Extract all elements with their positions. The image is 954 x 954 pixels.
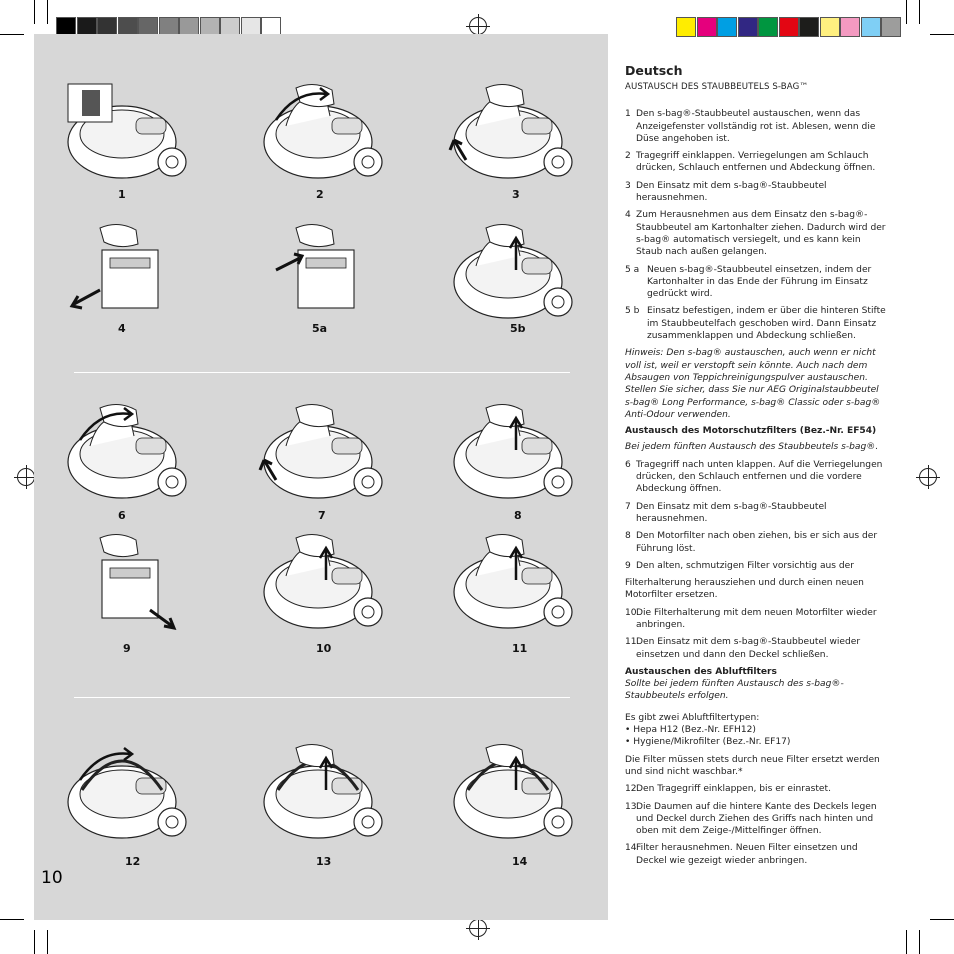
steps-bag (625, 108, 887, 342)
registration-mark (469, 919, 487, 937)
filter-types-intro: Es gibt zwei Abluftfiltertypen: (625, 712, 760, 723)
step-text: Die Filterhalterung mit dem neuen Motorfilter wieder anbringen. (636, 607, 877, 630)
figure-label: 14 (512, 855, 528, 868)
figure-label: 4 (118, 322, 126, 335)
vacuum-illustration (60, 530, 200, 640)
step-number: 12 (625, 784, 637, 795)
instructions-column (625, 63, 887, 872)
figure-label: 8 (514, 509, 522, 522)
step-item (625, 180, 887, 205)
step-number: 3 (625, 180, 631, 191)
step-text: Tragegriff nach unten klappen. Auf die Verriegelungen drücken, den Schlauch entfernen und die vordere Abdeckung öffnen. (636, 459, 883, 495)
vacuum-illustration (256, 530, 396, 640)
step-text: Den Einsatz mit dem s-bag®-Staubbeutel herausnehmen. (636, 180, 827, 204)
step-text: Einsatz befestigen, indem er über die hinteren Stifte im Staubbeutelfach geschoben wird. Dann Einsatz zusammenklappen und Abdeckung schließen. (647, 306, 886, 342)
vacuum-illustration (446, 400, 586, 510)
vacuum-illustration (256, 80, 396, 190)
figure-label: 1 (118, 188, 126, 201)
step-item (625, 530, 887, 555)
figure-label: 3 (512, 188, 520, 201)
vacuum-illustration (446, 80, 586, 190)
crop-mark (34, 930, 35, 954)
crop-mark (919, 0, 920, 24)
note-bag: Hinweis: Den s-bag® austauschen, auch wenn er nicht voll ist, weil er verstopft sein könnte. Auch nach dem Absaugen von Teppichreinigungspulver austauschen. Stellen Sie sicher, dass Sie nur AEG Originalstaubbeutel s-bag® Long Performance, s-bag® Classic oder s-bag® Anti-Odour verwenden. (625, 348, 881, 420)
panel-divider (74, 372, 570, 373)
figure-label: 9 (123, 642, 131, 655)
vacuum-illustration (446, 740, 586, 850)
step-item (625, 501, 887, 526)
step-text: Neuen s-bag®-Staubbeutel einsetzen, indem der Kartonhalter in das Ende der Führung im Einsatz gedrückt wird. (647, 264, 872, 300)
crop-mark (0, 919, 24, 920)
step-number: 6 (625, 459, 631, 470)
color-swatch (697, 17, 717, 37)
color-swatch (881, 17, 901, 37)
vacuum-illustration (446, 530, 586, 640)
registration-mark (469, 17, 487, 35)
step-item (625, 459, 887, 496)
crop-mark (930, 919, 954, 920)
step-number: 2 (625, 151, 631, 162)
registration-mark (919, 468, 937, 486)
step-number: 10 (625, 607, 637, 618)
step-item (625, 636, 887, 661)
color-calibration-bar (676, 17, 902, 37)
step-text: Den alten, schmutzigen Filter vorsichtig aus der (636, 560, 855, 571)
step-text: Filter herausnehmen. Neuen Filter einsetzen und Deckel wie gezeigt wieder anbringen. (636, 843, 858, 866)
step-item (625, 607, 887, 632)
step-text: Den Motorfilter nach oben ziehen, bis er sich aus der Führung löst. (636, 531, 878, 554)
figure-label: 13 (316, 855, 332, 868)
step-number: 13 (625, 801, 637, 812)
vacuum-illustration (60, 740, 200, 850)
vacuum-illustration (60, 80, 200, 190)
steps-motor-filter-2 (625, 607, 887, 661)
step-text: Den Einsatz mit dem s-bag®-Staubbeutel herausnehmen. (636, 501, 827, 524)
step-text: Tragegriff einklappen. Verriegelungen am Schlauch drücken, Schlauch entfernen und Abdeckung öffnen. (636, 151, 876, 174)
step-item (625, 264, 887, 301)
steps-exhaust-filter (625, 783, 887, 867)
crop-mark (34, 0, 35, 24)
vacuum-illustration (446, 220, 586, 330)
step-number: 5 b (625, 306, 640, 317)
page-number: 10 (41, 868, 63, 888)
exhaust-filter-note: Sollte bei jedem fünften Austausch des s-bag®-Staubbeutels erfolgen. (625, 679, 844, 702)
step-item (625, 150, 887, 175)
figure-label: 5b (510, 322, 526, 335)
filter-replace-note: Die Filter müssen stets durch neue Filter ersetzt werden und sind nicht waschbar.* (625, 754, 880, 777)
vacuum-illustration (60, 220, 200, 330)
step-item (625, 108, 887, 145)
step-number: 8 (625, 531, 631, 542)
vacuum-illustration (256, 400, 396, 510)
step-text: Zum Herausnehmen aus dem Einsatz den s-bag®- Staubbeutel am Kartonhalter ziehen. Dadurch wird der s-bag® automatisch versiegelt, und es kann kein Staub nach außen gelangen. (636, 210, 886, 258)
step-number: 1 (625, 109, 631, 120)
color-swatch (840, 17, 860, 37)
registration-mark (17, 468, 35, 486)
filter-type-hepa: • Hepa H12 (Bez.-Nr. EFH12) (625, 725, 756, 736)
step-item (625, 305, 887, 342)
step-9-continued: Filterhalterung herausziehen und durch einen neuen Motorfilter ersetzen. (625, 578, 864, 601)
color-swatch (820, 17, 840, 37)
step-text: Den Tragegriff einklappen, bis er einrastet. (636, 784, 831, 795)
exhaust-filter-heading: Austauschen des Abluftfilters (625, 666, 777, 677)
steps-motor-filter (625, 459, 887, 572)
crop-mark (919, 930, 920, 954)
step-number: 4 (625, 210, 631, 221)
crop-mark (906, 0, 907, 24)
figure-label: 10 (316, 642, 332, 655)
step-number: 7 (625, 501, 631, 512)
crop-mark (930, 34, 954, 35)
section-title: AUSTAUSCH DES STAUBBEUTELS S-BAG™ (625, 82, 809, 92)
step-item (625, 783, 887, 795)
figure-label: 7 (318, 509, 326, 522)
vacuum-illustration (256, 220, 396, 330)
panel-divider (74, 697, 570, 698)
step-number: 9 (625, 560, 631, 571)
crop-mark (47, 930, 48, 954)
step-item (625, 209, 887, 258)
color-swatch (861, 17, 881, 37)
crop-mark (47, 0, 48, 24)
step-item (625, 560, 887, 572)
step-item (625, 842, 887, 867)
figure-label: 5a (312, 322, 328, 335)
color-swatch (738, 17, 758, 37)
figure-label: 2 (316, 188, 324, 201)
color-swatch (676, 17, 696, 37)
color-swatch (758, 17, 778, 37)
vacuum-illustration (256, 740, 396, 850)
step-number: 14 (625, 843, 637, 854)
figure-label: 6 (118, 509, 126, 522)
figure-label: 12 (125, 855, 141, 868)
color-swatch (779, 17, 799, 37)
step-item (625, 801, 887, 838)
color-swatch (799, 17, 819, 37)
motor-filter-note: Bei jedem fünften Austausch des Staubbeutels s-bag®. (625, 442, 879, 453)
color-swatch (717, 17, 737, 37)
motor-filter-heading: Austausch des Motorschutzfilters (Bez.-Nr. EF54) (625, 426, 877, 437)
step-number: 11 (625, 637, 637, 648)
step-text: Den Einsatz mit dem s-bag®-Staubbeutel wieder einsetzen und dann den Deckel schließen. (636, 637, 861, 660)
step-text: Die Daumen auf die hintere Kante des Deckels legen und Deckel durch Ziehen des Griffs nach hinten und oben mit dem Zeige-/Mittelfinger öffnen. (636, 801, 877, 837)
language-heading: Deutsch (625, 63, 683, 78)
crop-mark (906, 930, 907, 954)
step-number: 5 a (625, 264, 640, 275)
step-text: Den s-bag®-Staubbeutel austauschen, wenn das Anzeigefenster vollständig rot ist. Ablesen, wenn die Düse angehoben ist. (636, 109, 876, 144)
figure-label: 11 (512, 642, 528, 655)
filter-type-hygiene: • Hygiene/Mikrofilter (Bez.-Nr. EF17) (625, 737, 791, 748)
vacuum-illustration (60, 400, 200, 510)
crop-mark (0, 34, 24, 35)
